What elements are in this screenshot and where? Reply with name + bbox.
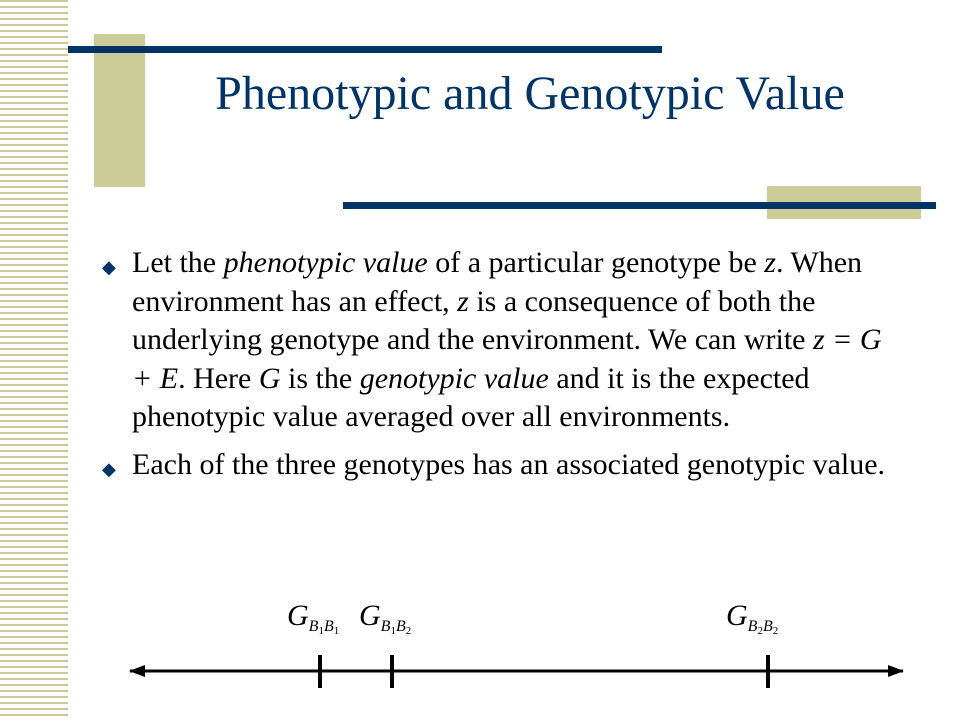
label-part: B <box>395 618 406 635</box>
label-part: B <box>747 618 758 635</box>
label-part: 1 <box>333 625 340 637</box>
genotypic-value-label <box>359 599 411 637</box>
label-part: B <box>308 618 319 635</box>
label-part: 1 <box>318 625 324 637</box>
diamond-bullet-icon: ◆ <box>102 458 116 479</box>
genotypic-value-number-line <box>0 595 960 720</box>
title-rule-bottom <box>343 202 936 209</box>
bullet-list <box>98 244 898 493</box>
title-accent-block <box>94 34 145 187</box>
genotypic-value-label <box>726 599 778 637</box>
label-part: G <box>287 599 309 632</box>
italic-term: phenotypic value <box>223 246 428 279</box>
bullet-text: Each of the three genotypes has an associated genotypic value. <box>132 447 886 481</box>
title-rule-top <box>68 46 662 53</box>
bullet-text: . When environment has an effect, <box>132 246 863 318</box>
bullet-text: of a particular genotype be <box>427 246 765 279</box>
label-part: B <box>323 618 334 635</box>
bullet-text: . Here <box>178 361 259 395</box>
italic-term: z = G + E <box>132 323 882 395</box>
diamond-bullet-icon: ◆ <box>102 257 116 277</box>
slide-title: Phenotypic and Genotypic Value <box>215 67 845 120</box>
label-part: 1 <box>390 625 396 637</box>
label-part: 2 <box>757 625 763 637</box>
italic-term: z <box>764 246 776 279</box>
bullet-item <box>98 244 898 437</box>
bullet-text: is the <box>280 361 360 395</box>
bullet-text: Let the <box>132 246 224 279</box>
label-part: G <box>359 599 381 632</box>
italic-term: z <box>457 284 469 318</box>
bullet-text: is a consequence of both the underlying genotype and the environment. We can write <box>132 284 816 356</box>
label-part: B <box>380 618 391 635</box>
bullet-text: and it is the expected phenotypic value averaged over all environments. <box>132 361 810 433</box>
label-part: 2 <box>772 625 779 637</box>
bullet-item <box>98 446 898 485</box>
label-part: G <box>726 599 748 632</box>
genotypic-value-label <box>287 599 339 637</box>
italic-term: G <box>258 361 281 395</box>
label-part: 2 <box>405 625 412 637</box>
italic-term: genotypic value <box>359 361 549 395</box>
label-part: B <box>762 618 773 635</box>
